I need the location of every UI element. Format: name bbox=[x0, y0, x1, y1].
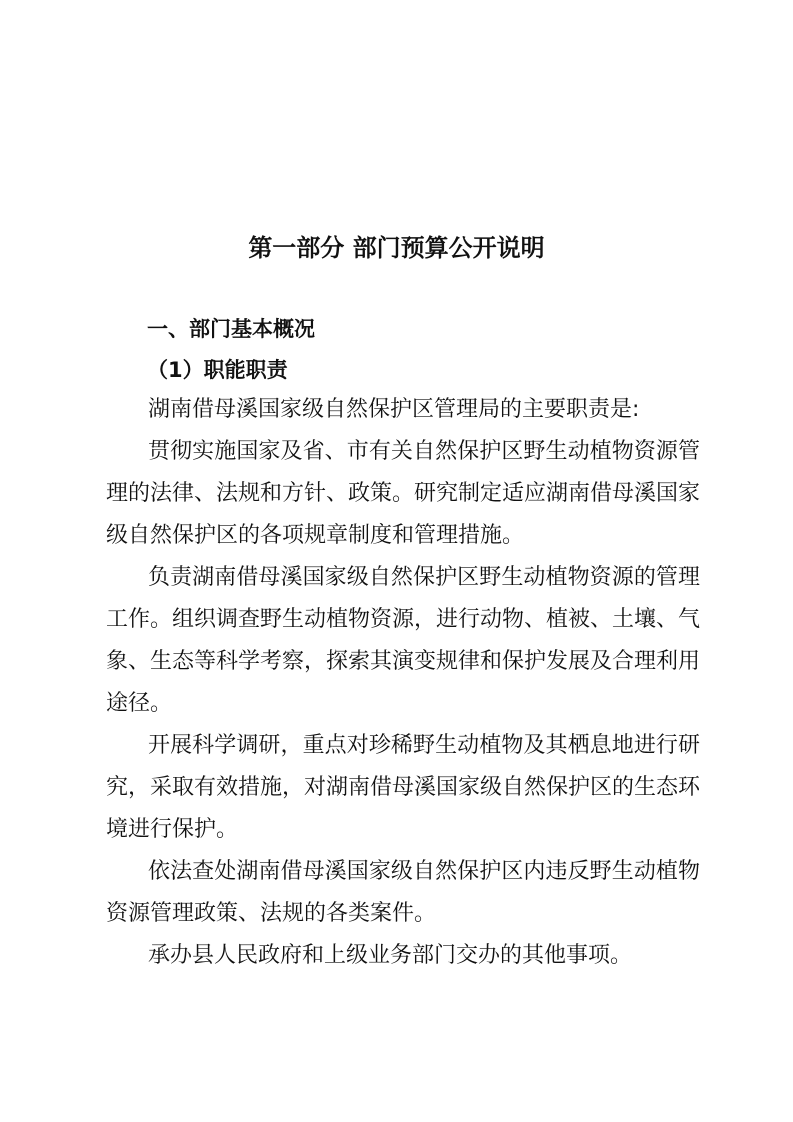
text-line: 理的法律、法规和方针、政策。研究制定适应湖南借母溪国家 bbox=[106, 481, 701, 506]
text-line: 工作。组织调查野生动植物资源，进行动物、植被、土壤、气 bbox=[106, 607, 701, 632]
text-line: 究，采取有效措施，对湖南借母溪国家级自然保护区的生态环 bbox=[106, 775, 701, 800]
text-line: 境进行保护。 bbox=[106, 817, 239, 842]
page-title: 第一部分 部门预算公开说明 bbox=[248, 234, 545, 262]
text-line: 承办县人民政府和上级业务部门交办的其他事项。 bbox=[148, 943, 633, 968]
text-line: 资源管理政策、法规的各类案件。 bbox=[106, 901, 437, 926]
text-line: 湖南借母溪国家级自然保护区管理局的主要职责是: bbox=[148, 397, 640, 422]
text-line: 途径。 bbox=[106, 691, 173, 716]
text-line: 级自然保护区的各项规章制度和管理措施。 bbox=[106, 523, 525, 548]
text-line: 开展科学调研，重点对珍稀野生动植物及其栖息地进行研 bbox=[148, 733, 700, 758]
text-line: 象、生态等科学考察，探索其演变规律和保护发展及合理利用 bbox=[106, 649, 701, 674]
text-line: 贯彻实施国家及省、市有关自然保护区野生动植物资源管 bbox=[148, 439, 700, 464]
text-line: 负责湖南借母溪国家级自然保护区野生动植物资源的管理 bbox=[148, 565, 700, 590]
text-line: 依法查处湖南借母溪国家级自然保护区内违反野生动植物 bbox=[148, 859, 700, 884]
subsection-heading: （1）职能职责 bbox=[147, 358, 288, 382]
section-heading: 一、部门基本概况 bbox=[147, 317, 315, 341]
